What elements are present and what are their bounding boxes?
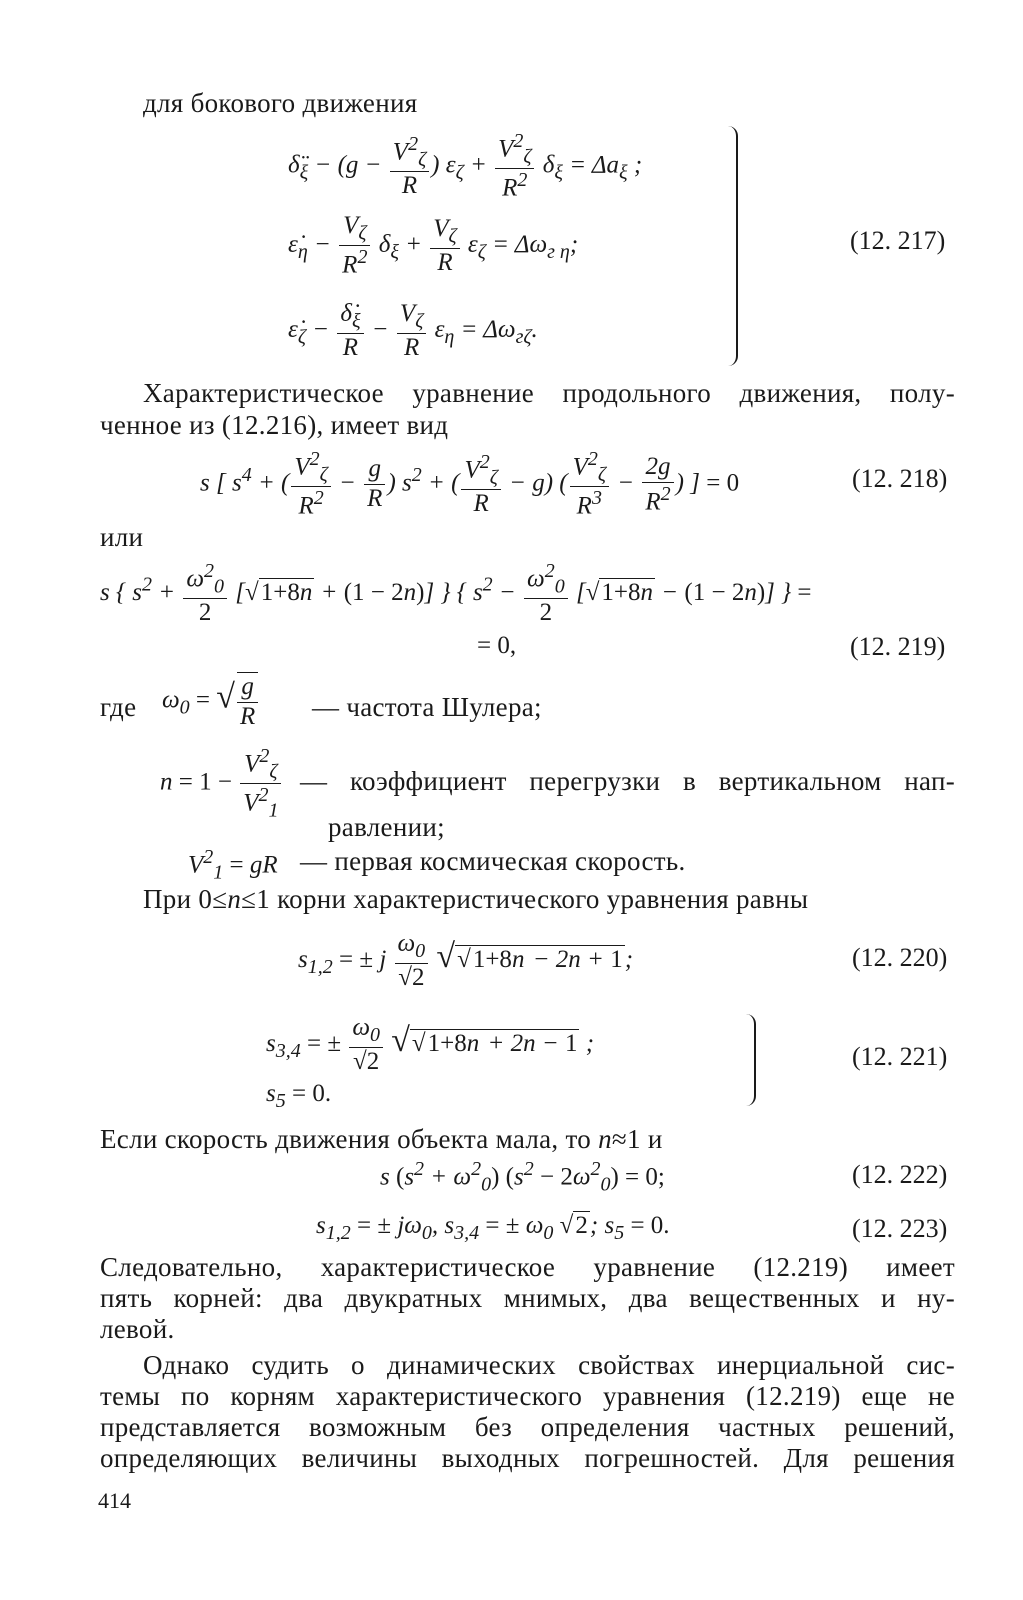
equation-219-line2: = 0,	[477, 632, 517, 659]
equation-222: s $(s^2 + \omega^2_0) (s^2 - 2\omega^2_0) = 0$;	[380, 1158, 665, 1196]
char-eq-intro-line1: Характеристическое уравнение продольного движения, полу-	[143, 378, 955, 408]
conclusion-line1: Следовательно, характеристическое уравнение (12.219) имеет	[100, 1252, 955, 1282]
roots-intro-a: При 0≤	[143, 884, 228, 914]
first-cosmic-text: — первая космическая скорость.	[300, 846, 686, 876]
conclusion-line3: левой.	[100, 1314, 175, 1344]
equation-221-line2: $s_5 = 0$.	[266, 1080, 332, 1112]
equation-217-line3: $\varepsiloṅ_\zeta$ − $\frac{\deltȧ_\xi}{R}$ − $\frac{V_\zeta}{R}$ $\varepsilon_\eta = \Delta\omega_{г\zeta}$.	[288, 300, 538, 361]
system-brace-221	[746, 1014, 756, 1106]
equation-221-line1: $s_{3,4}$ = ± $\frac{\omega_0}{√2}$ √√1+8n + 2n − 1 ;	[266, 1014, 595, 1075]
paragraph-line4: определяющих величины выходных погрешностей. Для решения	[100, 1443, 955, 1473]
overload-formula: n = 1 − $\frac{V^2_\zeta}{V^2_1}$	[160, 745, 283, 823]
equation-number-220: (12. 220)	[852, 943, 948, 972]
equation-number-219: (12. 219)	[850, 632, 946, 661]
paragraph-line2: темы по корням характеристического уравнения (12.219) еще не	[100, 1381, 955, 1411]
system-brace-217	[728, 126, 738, 366]
overload-text-2: равлении;	[328, 812, 445, 842]
roots-intro: При 0≤n≤1 корни характеристического уравнения равны	[143, 884, 809, 914]
page-number: 414	[98, 1488, 131, 1513]
equation-223: $s_{1,2}$ = ± $j\omega_0$, $s_{3,4}$ = ± $\omega_0$ √2; $s_5 = 0$.	[316, 1212, 670, 1244]
schuler-frequency-formula: $\omega_0$ = √ $\frac{g}{R}$	[162, 672, 260, 732]
small-speed-text: Если скорость движения объекта мала, то n≈1 и	[100, 1124, 663, 1154]
conclusion-line2: пять корней: два двукратных мнимых, два вещественных и ну-	[100, 1283, 955, 1313]
equation-220: $s_{1,2}$ = ± j $\frac{\omega_0}{√2}$ √√1+8n − 2n + 1;	[298, 930, 634, 991]
roots-intro-b: ≤1 корни характеристического уравнения равны	[241, 884, 809, 914]
equation-219-line1: s { $s^2$ + $\frac{\omega^2_0}{2}$ [√1+8n + (1 − 2n)] } { $s^2$ − $\frac{\omega^2_0}{2}$ [√1+8n − (1 − 2n)] } =	[100, 560, 812, 627]
small-speed-a: Если скорость движения объекта мала, то	[100, 1124, 592, 1154]
equation-number-217: (12. 217)	[850, 226, 946, 255]
or-word: или	[100, 522, 144, 552]
overload-text-1: — коэффициент перегрузки в вертикальном нап-	[300, 766, 955, 796]
first-cosmic-formula: $V^2_1$ = gR	[188, 846, 278, 884]
where-word: где	[100, 692, 137, 722]
char-eq-intro-line2: ченное из (12.216), имеет вид	[100, 410, 449, 440]
paragraph-line1: Однако судить о динамических свойствах инерциальной сис-	[143, 1350, 955, 1380]
paragraph-line3: представляется возможным без определения частных решений,	[100, 1412, 955, 1442]
schuler-text: — частота Шулера;	[312, 692, 542, 722]
equation-218: s [ $s^4$ + ( $\frac{V^2_\zeta}{R^2}$ − $\frac{g}{R}$ ) $s^2$ + ( $\frac{V^2_\zeta}{R}$ − g) ( $\frac{V^2_\zeta}{R^3}$ − $\frac{2g}{R^2}$ ) ] = 0	[200, 448, 740, 520]
equation-number-223: (12. 223)	[852, 1214, 948, 1243]
equation-number-222: (12. 222)	[852, 1160, 948, 1189]
equation-number-221: (12. 221)	[852, 1042, 948, 1071]
small-speed-b: ≈1 и	[611, 1124, 663, 1154]
equation-217-line2: $\varepsiloṅ_\eta$ − $\frac{V_\zeta}{R^2}$ $\delta_\xi$ + $\frac{V_\zeta}{R}$ $\varepsilon_\zeta = \Delta\omega_{г \eta}$;	[288, 212, 579, 279]
equation-217-line1: $\deltä_\xi - (g$ − $\frac{V^2_\zeta}{R}$ ) $\varepsilon_\zeta$ + $\frac{V^2_\zeta}{R^2}$ $\delta_\xi = \Delta a_\xi$ ;	[288, 130, 643, 202]
intro-lateral: для бокового движения	[143, 88, 418, 118]
equation-number-218: (12. 218)	[852, 464, 948, 493]
